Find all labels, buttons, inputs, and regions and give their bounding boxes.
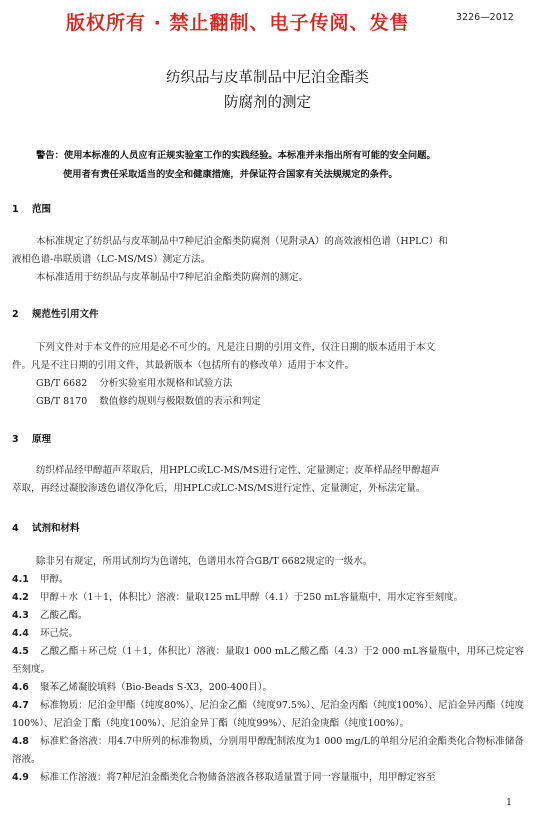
list-item — [12, 571, 524, 589]
warning-line1: 警告：使用本标准的人员应有正规实验室工作的实践经验。本标准并未指出所有可能的安全问题。 — [36, 150, 436, 161]
list-item — [12, 733, 524, 769]
reagent-list — [12, 571, 524, 787]
section-title: 范围 — [32, 204, 52, 215]
document-title-line2: 防腐剂的测定 — [224, 95, 311, 111]
item-text: 甲醇。 — [40, 574, 69, 585]
section-title: 原理 — [32, 434, 52, 445]
section-number: 3 — [12, 434, 19, 445]
item-number: 4.3 — [12, 610, 29, 621]
item-number: 4.2 — [12, 592, 29, 603]
list-item — [12, 643, 524, 679]
section-title: 试剂和材料 — [32, 523, 80, 534]
reference-item: GB/T 6682 分析实验室用水规格和试验方法 — [36, 378, 233, 389]
standard-number: 3226—2012 — [456, 12, 514, 23]
section-1-heading — [12, 201, 51, 215]
item-text: 标准物质：尼泊金甲酯（纯度80%）、尼泊金乙酯（纯度97.5%）、尼泊金丙酯（纯度100%）、尼泊金异丙酯（纯度100%）、尼泊金丁酯（纯度100%）、尼泊金异丁酯（纯度99%）、尼泊金庚酯（纯度100%）。 — [12, 700, 524, 729]
paragraph: 液相色谱-串联质谱（LC-MS/MS）测定方法。 — [12, 254, 211, 265]
paragraph: 下列文件对于本文件的应用是必不可少的。凡是注日期的引用文件，仅注日期的版本适用于本文 — [36, 342, 436, 353]
paragraph: 萃取，再经过凝胶渗透色谱仪净化后，用HPLC或LC-MS/MS进行定性、定量测定，外标法定量。 — [12, 483, 426, 494]
list-item — [12, 769, 524, 787]
section-number: 1 — [12, 204, 19, 215]
warning-line2: 使用者有责任采取适当的安全和健康措施，并保证符合国家有关法规规定的条件。 — [63, 169, 398, 180]
paragraph: 本标准规定了纺织品与皮革制品中7种尼泊金酯类防腐剂（见附录A）的高效液相色谱（HPLC）和 — [36, 236, 448, 247]
item-text: 环己烷。 — [40, 628, 79, 639]
section-number: 2 — [12, 309, 19, 320]
document-title-line1: 纺织品与皮革制品中尼泊金酯类 — [166, 70, 369, 86]
paragraph: 件。凡是不注日期的引用文件，其最新版本（包括所有的修改单）适用于本文件。 — [12, 360, 355, 371]
item-text: 标准工作溶液：将7种尼泊金酯类化合物储备溶液各移取适量置于同一容量瓶中，用甲醇定容至 — [40, 772, 436, 783]
section-title: 规范性引用文件 — [32, 309, 99, 320]
item-number: 4.9 — [12, 772, 29, 783]
section-3-heading — [12, 431, 51, 445]
item-text: 聚苯乙烯凝胶填料（Bio-Beads S-X3，200-400目）。 — [40, 682, 272, 693]
reference-item: GB/T 8170 数值修约规则与极限数值的表示和判定 — [36, 396, 261, 407]
paragraph: 纺织样品经甲醇超声萃取后，用HPLC或LC-MS/MS进行定性、定量测定；皮革样品经甲醇超声 — [36, 465, 440, 476]
section-2-heading — [12, 306, 99, 320]
item-text: 甲醇＋水（1＋1，体积比）溶液：量取125 mL甲醇（4.1）于250 mL容量瓶中，用水定容至刻度。 — [40, 592, 464, 603]
paragraph: 本标准适用于纺织品与皮革制品中7种尼泊金酯类防腐剂的测定。 — [36, 272, 309, 283]
item-number: 4.5 — [12, 646, 29, 657]
page-number: 1 — [505, 797, 512, 808]
section-4-heading — [12, 520, 80, 534]
list-item — [12, 679, 524, 697]
item-text: 乙酸乙酯＋环己烷（1＋1，体积比）溶液：量取1 000 mL乙酸乙酯（4.3）于2 000 mL容量瓶中，用环己烷定容至刻度。 — [12, 646, 524, 675]
item-number: 4.6 — [12, 682, 29, 693]
item-number: 4.1 — [12, 574, 29, 585]
item-text: 乙酸乙酯。 — [40, 610, 88, 621]
item-number: 4.7 — [12, 700, 29, 711]
section-number: 4 — [12, 523, 19, 534]
list-item — [12, 607, 524, 625]
item-text: 标准贮备溶液：用4.7中所列的标准物质，分别用甲醇配制浓度为1 000 mg/L的单组分尼泊金酯类化合物标准储备溶液。 — [12, 736, 524, 765]
item-number: 4.8 — [12, 736, 29, 747]
list-item — [12, 589, 524, 607]
list-item — [12, 625, 524, 643]
list-item — [12, 697, 524, 733]
copyright-watermark: 版权所有 · 禁止翻制、电子传阅、发售 — [66, 12, 410, 34]
item-number: 4.4 — [12, 628, 29, 639]
paragraph: 除非另有规定，所用试剂均为色谱纯，色谱用水符合GB/T 6682规定的一级水。 — [36, 556, 373, 567]
